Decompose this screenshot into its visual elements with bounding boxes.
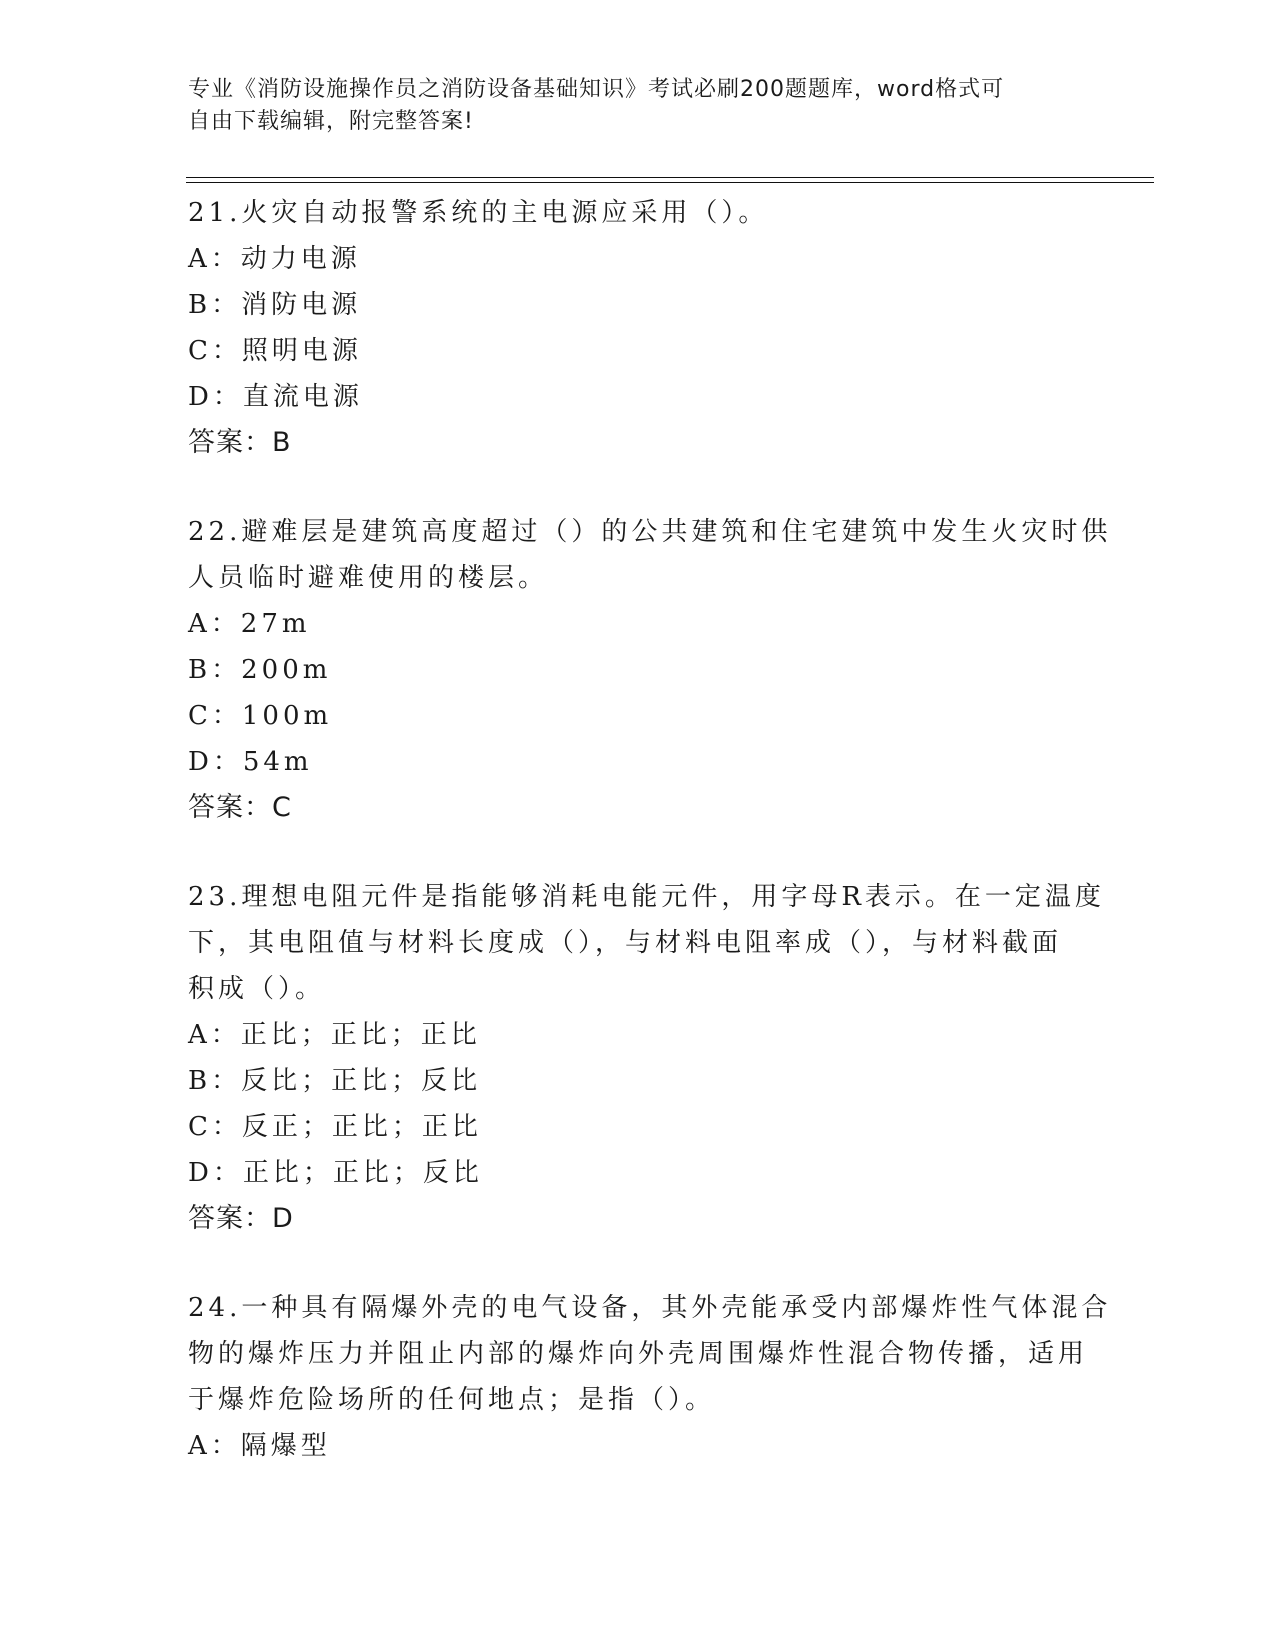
question-stem: 于爆炸危险场所的任何地点；是指（）。 — [188, 1385, 716, 1415]
question-stem: 积成（）。 — [188, 974, 326, 1004]
option-d: D：直流电源 — [188, 382, 363, 412]
question-24 — [188, 1285, 1112, 1469]
header-divider-bottom — [186, 182, 1154, 183]
option-c: C：照明电源 — [188, 336, 362, 366]
option-b: B：200m — [188, 655, 332, 685]
option-a: A：隔爆型 — [188, 1431, 331, 1461]
option-c: C：反正；正比；正比 — [188, 1112, 482, 1142]
option-b: B：消防电源 — [188, 290, 362, 320]
question-stem: 下，其电阻值与材料长度成（），与材料电阻率成（），与材料截面 — [188, 928, 1063, 958]
option-c: C：100m — [188, 701, 333, 731]
document-header — [188, 74, 1088, 138]
question-stem: 人员临时避难使用的楼层。 — [188, 563, 549, 593]
header-line-2: 自由下载编辑，附完整答案! — [188, 109, 474, 134]
question-stem: 23.理想电阻元件是指能够消耗电能元件，用字母R表示。在一定温度 — [188, 882, 1105, 912]
answer-label: 答案：D — [188, 1203, 294, 1234]
question-stem: 物的爆炸压力并阻止内部的爆炸向外壳周围爆炸性混合物传播，适用 — [188, 1339, 1089, 1369]
answer-label: 答案：B — [188, 427, 292, 458]
answer-label: 答案：C — [188, 792, 292, 823]
option-a: A：正比；正比；正比 — [188, 1020, 481, 1050]
question-23 — [188, 874, 1105, 1242]
question-list — [188, 190, 1112, 1512]
option-a: A：27m — [188, 609, 311, 639]
option-d: D：正比；正比；反比 — [188, 1158, 483, 1188]
question-stem: 24.一种具有隔爆外壳的电气设备，其外壳能承受内部爆炸性气体混合 — [188, 1293, 1112, 1323]
header-line-1: 专业《消防设施操作员之消防设备基础知识》考试必刷200题题库，word格式可 — [188, 77, 1005, 102]
option-a: A：动力电源 — [188, 244, 361, 274]
question-stem: 22.避难层是建筑高度超过（）的公共建筑和住宅建筑中发生火灾时供 — [188, 517, 1112, 547]
header-divider-top — [186, 177, 1154, 178]
question-stem: 21.火灾自动报警系统的主电源应采用（）。 — [188, 198, 769, 228]
question-22 — [188, 509, 1112, 831]
question-21 — [188, 190, 1088, 466]
option-b: B：反比；正比；反比 — [188, 1066, 482, 1096]
option-d: D：54m — [188, 747, 313, 777]
